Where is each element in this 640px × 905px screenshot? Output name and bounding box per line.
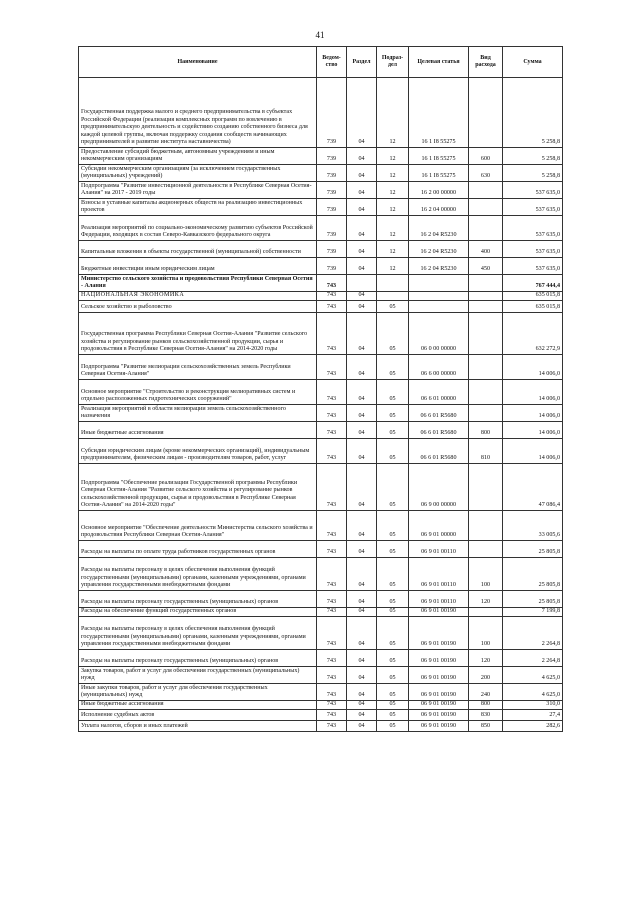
- cell-podrazdel: 05: [377, 667, 409, 684]
- cell-ved: 743: [317, 355, 347, 380]
- cell-vid: [469, 182, 503, 199]
- cell-celevaya: 06 6 01 00000: [409, 380, 469, 405]
- cell-celevaya: 06 6 01 R5680: [409, 439, 469, 464]
- cell-vid: [469, 301, 503, 313]
- cell-vid: [469, 541, 503, 558]
- cell-podrazdel: 05: [377, 422, 409, 439]
- cell-ved: 739: [317, 241, 347, 258]
- header-podrazdel: Подраз- дел: [377, 47, 409, 78]
- cell-vid: 810: [469, 439, 503, 464]
- table-row: [79, 216, 563, 241]
- cell-name: Уплата налогов, сборов и иных платежей: [79, 721, 317, 732]
- cell-summa: 537 635,0: [503, 216, 563, 241]
- cell-razdel: 04: [347, 710, 377, 721]
- cell-summa: 25 805,8: [503, 541, 563, 558]
- cell-name: Расходы на выплаты по оплате труда работников государственных органов: [79, 541, 317, 558]
- cell-podrazdel: 05: [377, 608, 409, 617]
- cell-summa: 5 258,8: [503, 148, 563, 165]
- header-razdel: Раздел: [347, 47, 377, 78]
- cell-razdel: 04: [347, 355, 377, 380]
- cell-ved: 743: [317, 380, 347, 405]
- cell-celevaya: 16 2 00 00000: [409, 182, 469, 199]
- cell-name: Государственная поддержка малого и среднего предпринимательства в субъектах Российской Федерации (реализация комплексных программ по вовлечению в предпринимательскую деятельность и содействию созданию собственного бизнеса для каждой целевой группы, включая поддержку создания сообществ начинающих предпринимателей и развитие института наставничества): [79, 78, 317, 148]
- cell-ved: 743: [317, 464, 347, 511]
- cell-name: Реализация мероприятий в области мелиорации земель сельскохозяйственного назначения: [79, 405, 317, 422]
- table-row: [79, 380, 563, 405]
- cell-name: Субсидии юридическим лицам (кроме некоммерческих организаций), индивидуальным предпринимателям, физическим лицам - производителям товаров, работ, услуг: [79, 439, 317, 464]
- cell-razdel: 04: [347, 701, 377, 710]
- cell-razdel: 04: [347, 241, 377, 258]
- cell-name: Реализация мероприятий по социально-экономическому развитию субъектов Российской Федерации, входящих в состав Северо-Кавказского федерального округа: [79, 216, 317, 241]
- cell-summa: 7 199,8: [503, 608, 563, 617]
- cell-vid: 100: [469, 617, 503, 650]
- cell-podrazdel: 05: [377, 650, 409, 667]
- cell-razdel: 04: [347, 591, 377, 608]
- cell-podrazdel: [377, 292, 409, 301]
- cell-podrazdel: 12: [377, 241, 409, 258]
- cell-name: Подпрограмма "Развитие инвестиционной деятельности в Республике Северная Осетия-Алания" на 2017 - 2019 годы: [79, 182, 317, 199]
- cell-celevaya: 06 9 01 00190: [409, 667, 469, 684]
- cell-razdel: 04: [347, 405, 377, 422]
- cell-razdel: 04: [347, 721, 377, 732]
- cell-summa: 25 805,8: [503, 558, 563, 591]
- cell-razdel: 04: [347, 78, 377, 148]
- cell-summa: 2 264,8: [503, 617, 563, 650]
- cell-name: Взносы в уставные капиталы акционерных обществ на реализацию инвестиционных проектов: [79, 199, 317, 216]
- cell-name: Расходы на обеспечение функций государственных органов: [79, 608, 317, 617]
- cell-ved: 743: [317, 301, 347, 313]
- cell-vid: 240: [469, 684, 503, 701]
- cell-ved: 743: [317, 710, 347, 721]
- cell-celevaya: 06 9 01 00110: [409, 541, 469, 558]
- cell-celevaya: 06 0 00 00000: [409, 313, 469, 355]
- cell-summa: 2 264,8: [503, 650, 563, 667]
- cell-ved: 743: [317, 721, 347, 732]
- cell-name: Иные бюджетные ассигнования: [79, 422, 317, 439]
- table-row: [79, 701, 563, 710]
- header-celevaya: Целевая статья: [409, 47, 469, 78]
- cell-summa: 632 272,9: [503, 313, 563, 355]
- cell-name: Подпрограмма "Развитие мелиорации сельскохозяйственных земель Республики Северная Осетия-Алания": [79, 355, 317, 380]
- cell-vid: 600: [469, 148, 503, 165]
- cell-razdel: 04: [347, 199, 377, 216]
- table-row: [79, 301, 563, 313]
- cell-vid: 800: [469, 422, 503, 439]
- cell-podrazdel: 05: [377, 591, 409, 608]
- cell-summa: 635 015,8: [503, 301, 563, 313]
- cell-summa: 282,6: [503, 721, 563, 732]
- table-row: [79, 148, 563, 165]
- cell-celevaya: 06 9 01 00190: [409, 710, 469, 721]
- cell-celevaya: 06 9 01 00000: [409, 511, 469, 541]
- table-row: [79, 275, 563, 292]
- cell-podrazdel: 05: [377, 313, 409, 355]
- table-row: [79, 422, 563, 439]
- cell-podrazdel: 12: [377, 165, 409, 182]
- cell-razdel: 04: [347, 650, 377, 667]
- cell-vid: [469, 292, 503, 301]
- cell-ved: 739: [317, 182, 347, 199]
- cell-celevaya: 06 6 00 00000: [409, 355, 469, 380]
- cell-ved: 739: [317, 216, 347, 241]
- table-row: [79, 405, 563, 422]
- cell-ved: 743: [317, 650, 347, 667]
- cell-razdel: 04: [347, 216, 377, 241]
- cell-podrazdel: 12: [377, 78, 409, 148]
- cell-podrazdel: 05: [377, 439, 409, 464]
- cell-razdel: 04: [347, 422, 377, 439]
- table-row: [79, 313, 563, 355]
- cell-razdel: 04: [347, 558, 377, 591]
- cell-podrazdel: 12: [377, 148, 409, 165]
- cell-name: Капитальные вложения в объекты государственной (муниципальной) собственности: [79, 241, 317, 258]
- cell-vid: 830: [469, 710, 503, 721]
- cell-celevaya: 16 1 I8 55275: [409, 78, 469, 148]
- cell-celevaya: 16 1 I8 55275: [409, 165, 469, 182]
- table-row: [79, 241, 563, 258]
- cell-name: Расходы на выплаты персоналу государственных (муниципальных) органов: [79, 650, 317, 667]
- cell-vid: [469, 199, 503, 216]
- cell-name: Основное мероприятие "Обеспечение деятельности Министерства сельского хозяйства и продовольствия Республики Северная Осетия-Алания": [79, 511, 317, 541]
- cell-vid: [469, 464, 503, 511]
- cell-vid: 850: [469, 721, 503, 732]
- cell-celevaya: 06 9 01 00110: [409, 558, 469, 591]
- cell-celevaya: [409, 275, 469, 292]
- cell-celevaya: 06 9 01 00190: [409, 701, 469, 710]
- header-summa: Сумма: [503, 47, 563, 78]
- cell-celevaya: 06 9 01 00190: [409, 608, 469, 617]
- cell-vid: 800: [469, 701, 503, 710]
- cell-name: НАЦИОНАЛЬНАЯ ЭКОНОМИКА: [79, 292, 317, 301]
- cell-name: Расходы на выплаты персоналу государственных (муниципальных) органов: [79, 591, 317, 608]
- cell-ved: 739: [317, 78, 347, 148]
- cell-podrazdel: 05: [377, 464, 409, 511]
- cell-razdel: 04: [347, 165, 377, 182]
- header-vid: Вид расхода: [469, 47, 503, 78]
- cell-summa: 537 635,0: [503, 182, 563, 199]
- table-header-row: [79, 47, 563, 78]
- cell-podrazdel: 05: [377, 355, 409, 380]
- cell-celevaya: 16 2 04 R5230: [409, 216, 469, 241]
- cell-podrazdel: 05: [377, 405, 409, 422]
- table-row: [79, 199, 563, 216]
- cell-podrazdel: 05: [377, 710, 409, 721]
- cell-summa: 14 006,0: [503, 422, 563, 439]
- cell-vid: 450: [469, 258, 503, 275]
- cell-podrazdel: 05: [377, 617, 409, 650]
- cell-razdel: 04: [347, 608, 377, 617]
- cell-name: Иные закупки товаров, работ и услуг для обеспечения государственных (муниципальных) нужд: [79, 684, 317, 701]
- cell-celevaya: 06 9 01 00190: [409, 617, 469, 650]
- cell-summa: 33 005,6: [503, 511, 563, 541]
- cell-name: Предоставление субсидий бюджетным, автономным учреждениям и иным некоммерческим организациям: [79, 148, 317, 165]
- cell-name: Сельское хозяйство и рыболовство: [79, 301, 317, 313]
- cell-name: Основное мероприятие "Строительство и реконструкция мелиоративных систем и отдельно расположенных гидротехнических сооружений": [79, 380, 317, 405]
- cell-summa: 14 006,0: [503, 439, 563, 464]
- cell-podrazdel: [377, 275, 409, 292]
- cell-summa: 14 006,0: [503, 380, 563, 405]
- cell-podrazdel: 05: [377, 511, 409, 541]
- cell-razdel: 04: [347, 667, 377, 684]
- budget-table: [78, 46, 563, 732]
- cell-razdel: 04: [347, 313, 377, 355]
- cell-podrazdel: 12: [377, 216, 409, 241]
- cell-podrazdel: 05: [377, 721, 409, 732]
- cell-podrazdel: 05: [377, 684, 409, 701]
- cell-vid: 120: [469, 591, 503, 608]
- cell-vid: 100: [469, 558, 503, 591]
- table-row: [79, 78, 563, 148]
- cell-summa: 537 635,0: [503, 258, 563, 275]
- cell-razdel: 04: [347, 684, 377, 701]
- table-row: [79, 558, 563, 591]
- cell-vid: [469, 405, 503, 422]
- cell-summa: 14 006,0: [503, 355, 563, 380]
- cell-razdel: 04: [347, 182, 377, 199]
- cell-ved: 743: [317, 701, 347, 710]
- cell-name: Подпрограмма "Обеспечение реализации Государственной программы Республики Северная Осетия-Алания "Развитие сельского хозяйства и регулирование рынков сельскохозяйственной продукции, сырья и продовольствия в Республике Северная Осетия-Алания" на 2014-2020 годы": [79, 464, 317, 511]
- cell-podrazdel: 12: [377, 182, 409, 199]
- cell-name: Расходы на выплаты персоналу в целях обеспечения выполнения функций государственными (муниципальными) органами, казенными учреждениями, органами управления государственными внебюджетными фондами: [79, 617, 317, 650]
- table-row: [79, 464, 563, 511]
- table-row: [79, 710, 563, 721]
- cell-summa: 5 258,8: [503, 165, 563, 182]
- cell-name: Иные бюджетные ассигнования: [79, 701, 317, 710]
- cell-razdel: 04: [347, 301, 377, 313]
- cell-ved: 739: [317, 258, 347, 275]
- cell-celevaya: 16 2 04 00000: [409, 199, 469, 216]
- cell-ved: 743: [317, 541, 347, 558]
- cell-ved: 743: [317, 558, 347, 591]
- cell-razdel: 04: [347, 541, 377, 558]
- cell-ved: 743: [317, 608, 347, 617]
- cell-ved: 743: [317, 439, 347, 464]
- cell-vid: [469, 380, 503, 405]
- cell-summa: 537 635,0: [503, 199, 563, 216]
- cell-celevaya: 06 6 01 R5680: [409, 422, 469, 439]
- cell-summa: 537 635,0: [503, 241, 563, 258]
- cell-name: Закупка товаров, работ и услуг для обеспечения государственных (муниципальных) нужд: [79, 667, 317, 684]
- cell-celevaya: 06 9 00 00000: [409, 464, 469, 511]
- table-row: [79, 439, 563, 464]
- table-row: [79, 292, 563, 301]
- cell-name: Исполнение судебных актов: [79, 710, 317, 721]
- cell-summa: 4 625,0: [503, 684, 563, 701]
- cell-vid: [469, 216, 503, 241]
- cell-ved: 743: [317, 292, 347, 301]
- table-row: [79, 684, 563, 701]
- cell-podrazdel: 05: [377, 541, 409, 558]
- table-row: [79, 355, 563, 380]
- table-row: [79, 511, 563, 541]
- cell-celevaya: 06 9 01 00190: [409, 721, 469, 732]
- table-row: [79, 591, 563, 608]
- cell-summa: 14 006,0: [503, 405, 563, 422]
- cell-razdel: 04: [347, 148, 377, 165]
- cell-celevaya: 06 9 01 00110: [409, 591, 469, 608]
- cell-razdel: 04: [347, 380, 377, 405]
- cell-razdel: 04: [347, 439, 377, 464]
- table-row: [79, 608, 563, 617]
- cell-summa: 767 444,4: [503, 275, 563, 292]
- table-row: [79, 721, 563, 732]
- cell-podrazdel: 12: [377, 199, 409, 216]
- cell-razdel: 04: [347, 617, 377, 650]
- cell-ved: 739: [317, 199, 347, 216]
- header-name: Наименование: [79, 47, 317, 78]
- table-row: [79, 258, 563, 275]
- cell-celevaya: 16 1 I8 55275: [409, 148, 469, 165]
- cell-razdel: [347, 275, 377, 292]
- cell-podrazdel: 12: [377, 258, 409, 275]
- cell-vid: 120: [469, 650, 503, 667]
- cell-podrazdel: 05: [377, 301, 409, 313]
- cell-razdel: 04: [347, 258, 377, 275]
- cell-ved: 743: [317, 405, 347, 422]
- cell-celevaya: [409, 292, 469, 301]
- cell-razdel: 04: [347, 464, 377, 511]
- header-ved: Ведом- ство: [317, 47, 347, 78]
- cell-ved: 743: [317, 422, 347, 439]
- cell-vid: [469, 78, 503, 148]
- table-row: [79, 541, 563, 558]
- cell-summa: 47 086,4: [503, 464, 563, 511]
- cell-name: Бюджетные инвестиции иным юридическим лицам: [79, 258, 317, 275]
- cell-name: Расходы на выплаты персоналу в целях обеспечения выполнения функций государственными (муниципальными) органами, казенными учреждениями, органами управления государственными внебюджетными фондами: [79, 558, 317, 591]
- cell-summa: 5 258,8: [503, 78, 563, 148]
- cell-podrazdel: 05: [377, 558, 409, 591]
- cell-ved: 743: [317, 591, 347, 608]
- cell-summa: 4 625,0: [503, 667, 563, 684]
- cell-celevaya: 06 6 01 R5680: [409, 405, 469, 422]
- cell-ved: 743: [317, 313, 347, 355]
- cell-razdel: 04: [347, 511, 377, 541]
- cell-celevaya: [409, 301, 469, 313]
- cell-ved: 743: [317, 617, 347, 650]
- table-row: [79, 182, 563, 199]
- table-row: [79, 650, 563, 667]
- table-row: [79, 667, 563, 684]
- cell-ved: 743: [317, 275, 347, 292]
- cell-ved: 743: [317, 511, 347, 541]
- cell-ved: 739: [317, 165, 347, 182]
- cell-vid: [469, 608, 503, 617]
- table-row: [79, 617, 563, 650]
- cell-summa: 25 805,8: [503, 591, 563, 608]
- cell-ved: 743: [317, 684, 347, 701]
- cell-vid: 400: [469, 241, 503, 258]
- page-number: 41: [315, 30, 325, 40]
- cell-celevaya: 16 2 04 R5230: [409, 241, 469, 258]
- cell-name: Государственная программа Республики Северная Осетия-Алания "Развитие сельского хозяйства и регулирование рынков сельскохозяйственной продукции, сырья и продовольствия в Республике Северная Осетия-Алания" на 2014-2020 годы: [79, 313, 317, 355]
- cell-name: Министерство сельского хозяйства и продовольствия Республики Северная Осетия - Алания: [79, 275, 317, 292]
- cell-vid: [469, 511, 503, 541]
- cell-vid: [469, 355, 503, 380]
- cell-vid: [469, 313, 503, 355]
- cell-ved: 743: [317, 667, 347, 684]
- cell-podrazdel: 05: [377, 380, 409, 405]
- cell-podrazdel: 05: [377, 701, 409, 710]
- cell-celevaya: 06 9 01 00190: [409, 650, 469, 667]
- cell-vid: [469, 275, 503, 292]
- table-row: [79, 165, 563, 182]
- cell-vid: 200: [469, 667, 503, 684]
- cell-summa: 635 015,8: [503, 292, 563, 301]
- cell-celevaya: 16 2 04 R5230: [409, 258, 469, 275]
- cell-ved: 739: [317, 148, 347, 165]
- cell-summa: 27,4: [503, 710, 563, 721]
- cell-summa: 310,0: [503, 701, 563, 710]
- cell-celevaya: 06 9 01 00190: [409, 684, 469, 701]
- cell-razdel: 04: [347, 292, 377, 301]
- cell-name: Субсидии некоммерческим организациям (за исключением государственных (муниципальных) учреждений): [79, 165, 317, 182]
- cell-vid: 630: [469, 165, 503, 182]
